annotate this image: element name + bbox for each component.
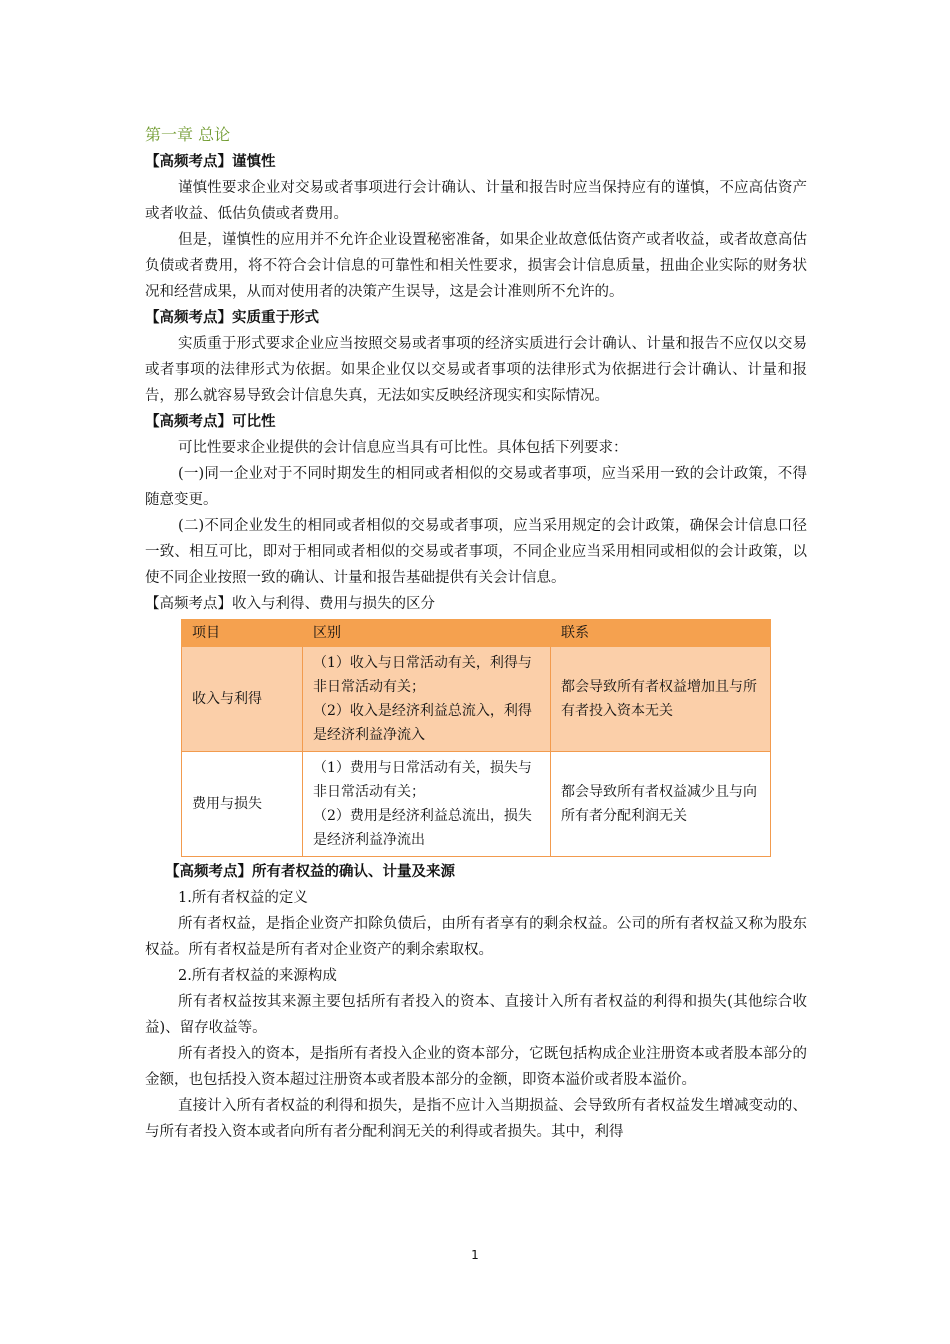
section-heading-comparability: 【高频考点】可比性	[145, 413, 276, 430]
paragraph: 可比性要求企业提供的会计信息应当具有可比性。具体包括下列要求：	[178, 440, 628, 456]
cell-link: 都会导致所有者权益增加且与所有者投入资本无关	[551, 647, 771, 752]
diff-line: （2）费用是经济利益总流出，损失是经济利益净流出	[313, 808, 532, 848]
table-header-row	[182, 620, 771, 647]
section-heading-equity: 【高频考点】所有者权益的确认、计量及来源	[165, 863, 455, 880]
header-link: 联系	[551, 620, 771, 647]
paragraph: 所有者投入的资本，是指所有者投入企业的资本部分，它既包括构成企业注册资本或者股本部分的金额，也包括投入资本超过注册资本或者股本部分的金额，即资本溢价或者股本溢价。	[145, 1046, 807, 1088]
cell-item: 费用与损失	[182, 752, 303, 857]
chapter-title: 第一章 总论	[145, 125, 231, 144]
cell-item: 收入与利得	[182, 647, 303, 752]
header-diff: 区别	[303, 620, 551, 647]
paragraph: 实质重于形式要求企业应当按照交易或者事项的经济实质进行会计确认、计量和报告不应仅以交易或者事项的法律形式为依据。如果企业仅以交易或者事项的法律形式为依据进行会计确认、计量和报告，那么就容易导致会计信息失真，无法如实反映经济现实和实际情况。	[145, 336, 807, 404]
paragraph: 但是，谨慎性的应用并不允许企业设置秘密准备，如果企业故意低估资产或者收益，或者故意高估负债或者费用，将不符合会计信息的可靠性和相关性要求，损害会计信息质量，扭曲企业实际的财务状况和经营成果，从而对使用者的决策产生误导，这是会计准则所不允许的。	[145, 232, 807, 300]
section-heading-income-gains: 【高频考点】收入与利得、费用与损失的区分	[145, 596, 435, 612]
diff-line: （1）费用与日常活动有关，损失与非日常活动有关；	[313, 760, 532, 800]
diff-line: （2）收入是经济利益总流入，利得是经济利益净流入	[313, 703, 532, 743]
section-heading-prudence: 【高频考点】谨慎性	[145, 153, 276, 170]
sub-heading: 2.所有者权益的来源构成	[178, 968, 337, 984]
paragraph: 所有者权益按其来源主要包括所有者投入的资本、直接计入所有者权益的利得和损失(其他综合收益)、留存收益等。	[145, 994, 807, 1036]
paragraph: (二)不同企业发生的相同或者相似的交易或者事项，应当采用规定的会计政策，确保会计信息口径一致、相互可比，即对于相同或者相似的交易或者事项，不同企业应当采用相同或相似的会计政策，以使不同企业按照一致的确认、计量和报告基础提供有关会计信息。	[145, 518, 807, 586]
sub-heading: 1.所有者权益的定义	[178, 890, 308, 906]
diff-line: （1）收入与日常活动有关，利得与非日常活动有关；	[313, 655, 532, 695]
table-row	[182, 647, 771, 752]
section-heading-substance: 【高频考点】实质重于形式	[145, 309, 319, 326]
header-item: 项目	[182, 620, 303, 647]
paragraph: 所有者权益，是指企业资产扣除负债后，由所有者享有的剩余权益。公司的所有者权益又称为股东权益。所有者权益是所有者对企业资产的剩余索取权。	[145, 916, 807, 958]
paragraph: (一)同一企业对于不同时期发生的相同或者相似的交易或者事项，应当采用一致的会计政策，不得随意变更。	[145, 466, 807, 508]
cell-diff	[303, 647, 551, 752]
document-page	[145, 122, 807, 1145]
cell-link: 都会导致所有者权益减少且与向所有者分配利润无关	[551, 752, 771, 857]
table-row	[182, 752, 771, 857]
paragraph: 谨慎性要求企业对交易或者事项进行会计确认、计量和报告时应当保持应有的谨慎，不应高估资产或者收益、低估负债或者费用。	[145, 180, 807, 222]
cell-diff	[303, 752, 551, 857]
comparison-table	[181, 619, 771, 857]
paragraph: 直接计入所有者权益的利得和损失，是指不应计入当期损益、会导致所有者权益发生增减变动的、与所有者投入资本或者向所有者分配利润无关的利得或者损失。其中，利得	[145, 1098, 807, 1140]
page-number: 1	[471, 1248, 479, 1262]
